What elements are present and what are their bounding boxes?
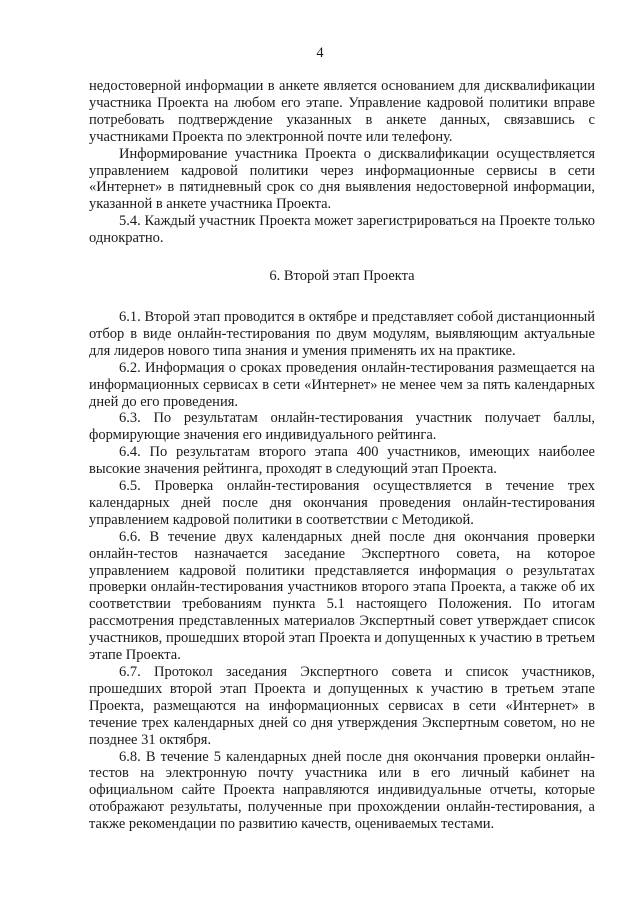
paragraph-6-5: 6.5. Проверка онлайн-тестирования осуществляется в течение трех календарных дней после дня окончания проведения онлайн-тестирования управлением кадровой политики в соответствии с Методикой. [89, 478, 595, 528]
page-number: 4 [316, 45, 324, 61]
document-body [89, 78, 595, 833]
paragraph-6-1: 6.1. Второй этап проводится в октябре и представляет собой дистанционный отбор в виде онлайн-тестирования по двум модулям, выявляющим актуальные для лидеров нового типа знания и умения применять их на практике. [89, 308, 595, 359]
section-title: 6. Второй этап Проекта [269, 268, 415, 285]
paragraph-6-3: 6.3. По результатам онлайн-тестирования участник получает баллы, формирующие значения его индивидуального рейтинга. [89, 410, 595, 444]
paragraph-continuation: недостоверной информации в анкете является основанием для дисквалификации участника Проекта на любом его этапе. Управление кадровой политики вправе потребовать подтверждение указанных в анкете данных, связавшись с участниками Проекта по электронной почте или телефону. [89, 78, 595, 145]
paragraph-6-7: 6.7. Протокол заседания Экспертного совета и список участников, прошедших второй этап Проекта и допущенных к участию в третьем этапе Проекта, размещаются на информационных сервисах в сети «Интернет» в течение трех календарных дней со дня утверждения Экспертным советом, но не позднее 31 октября. [89, 664, 595, 748]
paragraph-disqualification-notice: Информирование участника Проекта о дисквалификации осуществляется управлением кадровой политики через информационные сервисы в сети «Интернет» в пятидневный срок со дня выявления недостоверной информации, указанной в анкете участника Проекта. [89, 145, 595, 213]
paragraph-5-4: 5.4. Каждый участник Проекта может зарегистрироваться на Проекте только однократно. [89, 213, 595, 247]
paragraph-6-6: 6.6. В течение двух календарных дней после дня окончания проверки онлайн-тестов назначается заседание Экспертного совета, на которое управлением кадровой политики представляется информация о результатах проверки онлайн-тестирования участников второго этапа Проекта, а также об их соответствии требованиям пункта 5.1 настоящего Положения. По итогам рассмотрения представленных материалов Экспертный совет утверждает список участников, прошедших второй этап Проекта и допущенных к участию в третьем этапе Проекта. [89, 528, 595, 664]
paragraph-6-2: 6.2. Информация о сроках проведения онлайн-тестирования размещается на информационных сервисах в сети «Интернет» не менее чем за пять календарных дней до его проведения. [89, 359, 595, 410]
paragraph-6-4: 6.4. По результатам второго этапа 400 участников, имеющих наиболее высокие значения рейтинга, проходят в следующий этап Проекта. [89, 444, 595, 478]
paragraph-6-8: 6.8. В течение 5 календарных дней после дня окончания проверки онлайн-тестов на электронную почту участника или в его личный кабинет на официальном сайте Проекта направляются индивидуальные отчеты, которые отображают результаты, полученные при прохождении онлайн-тестирования, а также рекомендации по развитию качеств, оцениваемых тестами. [89, 748, 595, 833]
